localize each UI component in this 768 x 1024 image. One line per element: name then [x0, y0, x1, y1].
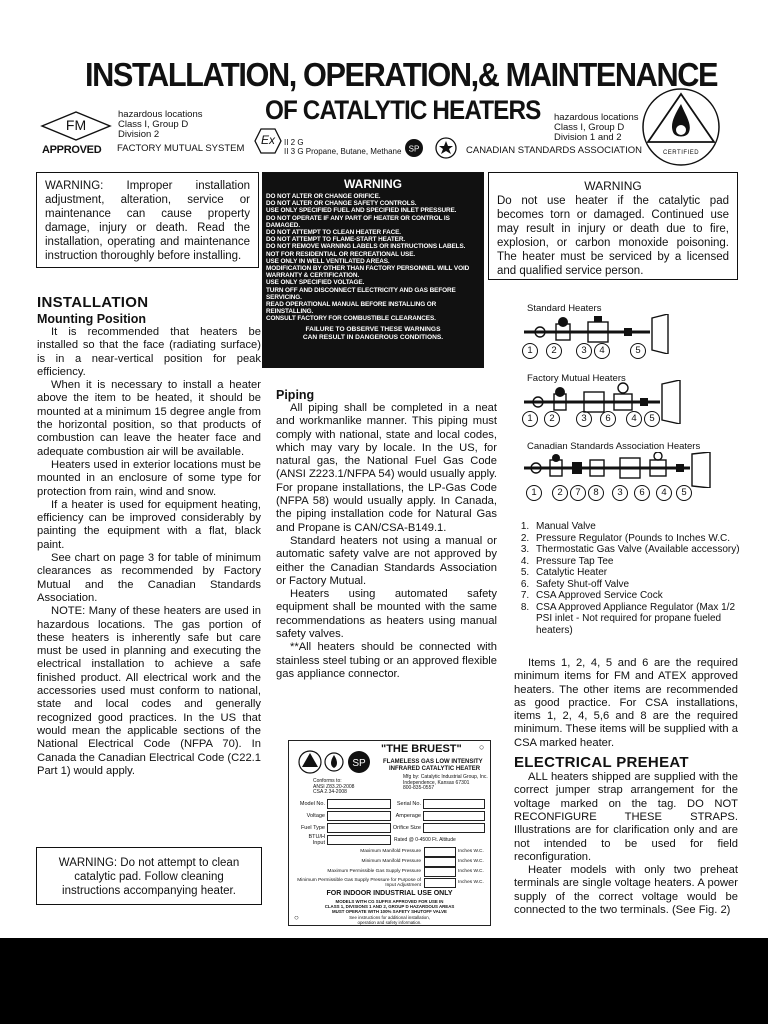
nameplate-manufacturer: Mfg by: Catalytic Industrial Group, Inc. Independence, Kansas 67301 800-835-0557 [403, 774, 488, 792]
list-item: 6. Safety Shut-off Valve [532, 579, 742, 591]
installation-section [37, 294, 261, 778]
warning-footer: FAILURE TO OBSERVE THESE WARNINGS CAN RESULT IN DANGEROUS CONDITIONS. [302, 325, 444, 341]
list-item: CONSULT FACTORY FOR COMBUSTIBLE CLEARANCES. [266, 315, 436, 323]
list-item: TURN OFF AND DISCONNECT ELECTRICITY AND GAS BEFORE SERVICING. [266, 286, 456, 301]
csa-seal-caption: CERTIFIED [662, 150, 700, 156]
fm-system-name: FACTORY MUTUAL SYSTEM [117, 143, 245, 154]
diagram-standard-numbers: 1 2 3 4 5 [522, 340, 648, 359]
atex-lines: II 2 G II 3 G Propane, Butane, Methane [284, 138, 402, 156]
paragraph: Standard heaters not using a manual or automatic safety valve are not approved by either the Canadian Standards Association or Factory Mutual. [276, 534, 497, 587]
piping-section [276, 388, 497, 681]
piping-body [276, 402, 497, 681]
diagram-standard-label: Standard Heaters [527, 303, 602, 314]
nameplate-hole-icon: ○ [294, 913, 299, 922]
csa-hazard-lines: hazardous locations Class I, Group D Division 1 and 2 [554, 112, 639, 143]
paragraph: It is recommended that heaters be installed so that the face (radiating surface) is in a near-vertical position for peak efficiency. [37, 326, 261, 378]
warning-box-improper-installation: WARNING: Improper installation adjustment, alteration, service or maintenance can cause property damage, injury or death. Read the installation, operating and maintenance instruction thoroughly before installing. [36, 172, 259, 268]
list-item: USE ONLY SPECIFIED FUEL AND SPECIFIED INLET PRESSURE. [266, 207, 457, 215]
items-paragraph: Items 1, 2, 4, 5 and 6 are the required minimum items for FM and ATEX approved heaters. The other items are recommended as good practice. For CSA installations, items 1, 2, 4, 5,6 and 8 are the required minimum. These items will be supplied with a CSA marked heater. [514, 657, 738, 749]
paragraph: Heaters using automated safety equipment shall be mounted with the same recommendations as heaters using manual safety valves. [276, 588, 497, 641]
warning-box-clean-pad: WARNING: Do not attempt to clean catalytic pad. Follow cleaning instructions accompanying heater. [36, 847, 262, 905]
list-item: 5. Catalytic Heater [532, 567, 742, 579]
nameplate-pressure-rows: Maximum Manifold Pressure Inches W.C. Minimum Manifold Pressure Inches W.C. Maximum Permissible Gas Supply Pressure Inches W.C. Minimum Permissible Gas Supply Pressure for Purpose of Input Adjustment Inches W.C. [297, 848, 484, 888]
nameplate-standards: Conforms to: ANSI Z83.20-2008 CSA 2.34-2008 [313, 778, 355, 796]
warning-box-catalytic-pad [488, 172, 738, 280]
warning-text: Do not use heater if the catalytic pad becomes torn or damaged. Continued use may result in injury or death due to fire, explosion, or carbon monoxide poisoning. The heater must be serviced by a licensed and qualified service person. [497, 195, 729, 277]
svg-text:SP: SP [408, 144, 420, 154]
installation-body [37, 326, 261, 778]
components-legend [510, 521, 742, 636]
nameplate-indoor-use: FOR INDOOR INDUSTRIAL USE ONLY [326, 890, 453, 897]
nameplate-heater-type: FLAMELESS GAS LOW INTENSITY INFRARED CATALYTIC HEATER [383, 759, 483, 772]
nameplate-brand: "THE BRUEST" [381, 743, 462, 755]
nameplate-approval-note: MODELS WITH CG SUFFIX APPROVED FOR USE IN CLASS 1, DIVISIONS 1 AND 2, GROUP D HAZARDOUS AREAS MUST OPERATE WITH 100% SAFETY SHUTOFF VALVE [324, 899, 455, 914]
installation-heading: INSTALLATION [37, 294, 149, 311]
nameplate-certification-marks-icon [297, 749, 375, 775]
fm-approved: APPROVED [42, 144, 102, 156]
list-item: USE ONLY IN WELL VENTILATED AREAS. [266, 257, 390, 265]
diagram-csa-label: Canadian Standards Association Heaters [527, 441, 701, 452]
paragraph: **All heaters should be connected with stainless steel tubing or an approved flexible gas appliance connector. [276, 641, 497, 680]
list-item: DO NOT OPERATE IF ANY PART OF HEATER OR CONTROL IS DAMAGED. [266, 214, 450, 229]
list-item: DO NOT ALTER OR CHANGE ORIFICE. [266, 193, 381, 200]
list-item: 1. Manual Valve [532, 521, 742, 533]
fm-hazard-lines: hazardous locations Class I, Group D Division 2 [118, 109, 203, 140]
mounting-position-heading: Mounting Position [37, 312, 147, 326]
electrical-preheat-heading: ELECTRICAL PREHEAT [514, 754, 689, 772]
list-item: 3. Thermostatic Gas Valve (Available accessory) [532, 544, 742, 556]
atex-logo-text: Ex [260, 133, 275, 147]
diagram-fm-numbers: 1 2 3 6 4 5 [522, 408, 662, 427]
paragraph: ALL heaters shipped are supplied with the correct jumper strap arrangement for the voltage marked on the tag. DO NOT RECONFIGURE THESE STRAPS. Illustrations are for clarification only and are not intended to be used for field reconfiguration. [514, 771, 738, 863]
diagram-csa-numbers: 1 2 7 8 3 6 4 5 [526, 482, 694, 501]
csa-marks-icon [404, 136, 464, 160]
warning-list [266, 193, 480, 323]
csa-certified-logo [640, 86, 722, 168]
nameplate-see-instructions: See instructions for additional installation, operation and safety information. [349, 915, 430, 925]
electrical-body [514, 771, 738, 917]
list-item: DO NOT REMOVE WARNING LABELS OR INSTRUCTIONS LABELS. [266, 243, 466, 251]
list-item: 4. Pressure Tap Tee [532, 556, 742, 568]
list-item: NOT FOR RESIDENTIAL OR RECREATIONAL USE. [266, 250, 416, 258]
csa-name: CANADIAN STANDARDS ASSOCIATION [466, 145, 642, 156]
list-item: 2. Pressure Regulator (Pounds to Inches W.C. [532, 533, 742, 545]
piping-heading: Piping [276, 388, 315, 402]
paragraph: See chart on page 3 for table of minimum clearances as recommended by Factory Mutual and the Canadian Standards Association. [37, 552, 261, 604]
svg-text:SP: SP [352, 758, 366, 769]
main-title: INSTALLATION, OPERATION,& MAINTENANCE [85, 56, 718, 93]
paragraph: When it is necessary to install a heater above the item to be heated, it should be mounted at a minimum 15 degree angle from the horizontal position, so that products of combustion can leave the heater face and adequate combustion air will be available. [37, 379, 261, 458]
paragraph: All piping shall be completed in a neat and workmanlike manner. This piping must comply with national, state and local codes, which may vary by locale. In the US, for natural gas, the National Fuel Gas Code (ANSI Z223.1/NFPA 54) would usually apply. For propane installations, the LP-Gas Code (NFPA 58) would usually apply. In Canada, the piping installation code for Natural Gas and Propane is CAN/CSA-B149.1. [276, 402, 497, 534]
atex-logo [254, 128, 282, 154]
paragraph: Heaters used in exterior locations must be mounted in an enclosure of some type for protection from rain, wind and snow. [37, 458, 261, 498]
csa-small-logos [404, 136, 464, 165]
list-item: MODIFICATION BY OTHER THAN FACTORY PERSONNEL WILL VOID WARRANTY & CERTIFICATION. [266, 265, 470, 280]
list-item: USE ONLY SPECIFIED VOLTAGE. [266, 279, 365, 287]
right-column-body [514, 657, 738, 917]
list-item: DO NOT ATTEMPT TO CLEAN HEATER FACE. [266, 229, 401, 237]
list-item: DO NOT ALTER OR CHANGE SAFETY CONTROLS. [266, 200, 417, 208]
warning-title: WARNING [584, 179, 642, 193]
paragraph: Heater models with only two preheat terminals are single voltage heaters. A power supply of the correct voltage would be connected to the two terminals. (See Fig. 2) [514, 864, 738, 917]
fm-logo [40, 108, 112, 144]
paragraph: If a heater is used for equipment heating, efficiency can be improved considerably by painting the equipment with a flat, black paint. [37, 498, 261, 551]
heater-nameplate [288, 740, 491, 926]
warning-box-safety-rules [262, 172, 484, 368]
list-item: 7. CSA Approved Service Cock [532, 590, 742, 602]
paragraph: NOTE: Many of these heaters are used in hazardous locations. The gas portion of these heaters is inherently safe but care must be used in planning and executing the electrical installation to achieve a safe finished product. All electrical work and the accessories used must conform to national, state and local codes and generally recognized good practices. In the US that would mean the applicable sections of the National Electrical Code (NFPA 70). In Canada the Canadian Electrical Code (C22.1 Part 1) would apply. [37, 605, 261, 777]
sub-title: OF CATALYTIC HEATERS [265, 95, 541, 125]
list-item: 8. CSA Approved Appliance Regulator (Max 1/2 PSI inlet - Not required for propane fueled heaters) [532, 602, 742, 637]
warning-title: WARNING [344, 177, 402, 191]
list-item: READ OPERATIONAL MANUAL BEFORE INSTALLING OR REINSTALLING. [266, 301, 437, 316]
list-item: DO NOT ATTEMPT TO FLAME-START HEATER. [266, 236, 406, 244]
nameplate-hole-icon: ○ [479, 742, 485, 752]
fm-logo-text: FM [65, 117, 87, 133]
diagram-fm-label: Factory Mutual Heaters [527, 373, 626, 384]
nameplate-field-grid: Model No. Serial No. Voltage Amperage Fuel Type Orifice Size BTU/H Input Rated @ 0-4500 Ft. Altitude [295, 799, 485, 845]
